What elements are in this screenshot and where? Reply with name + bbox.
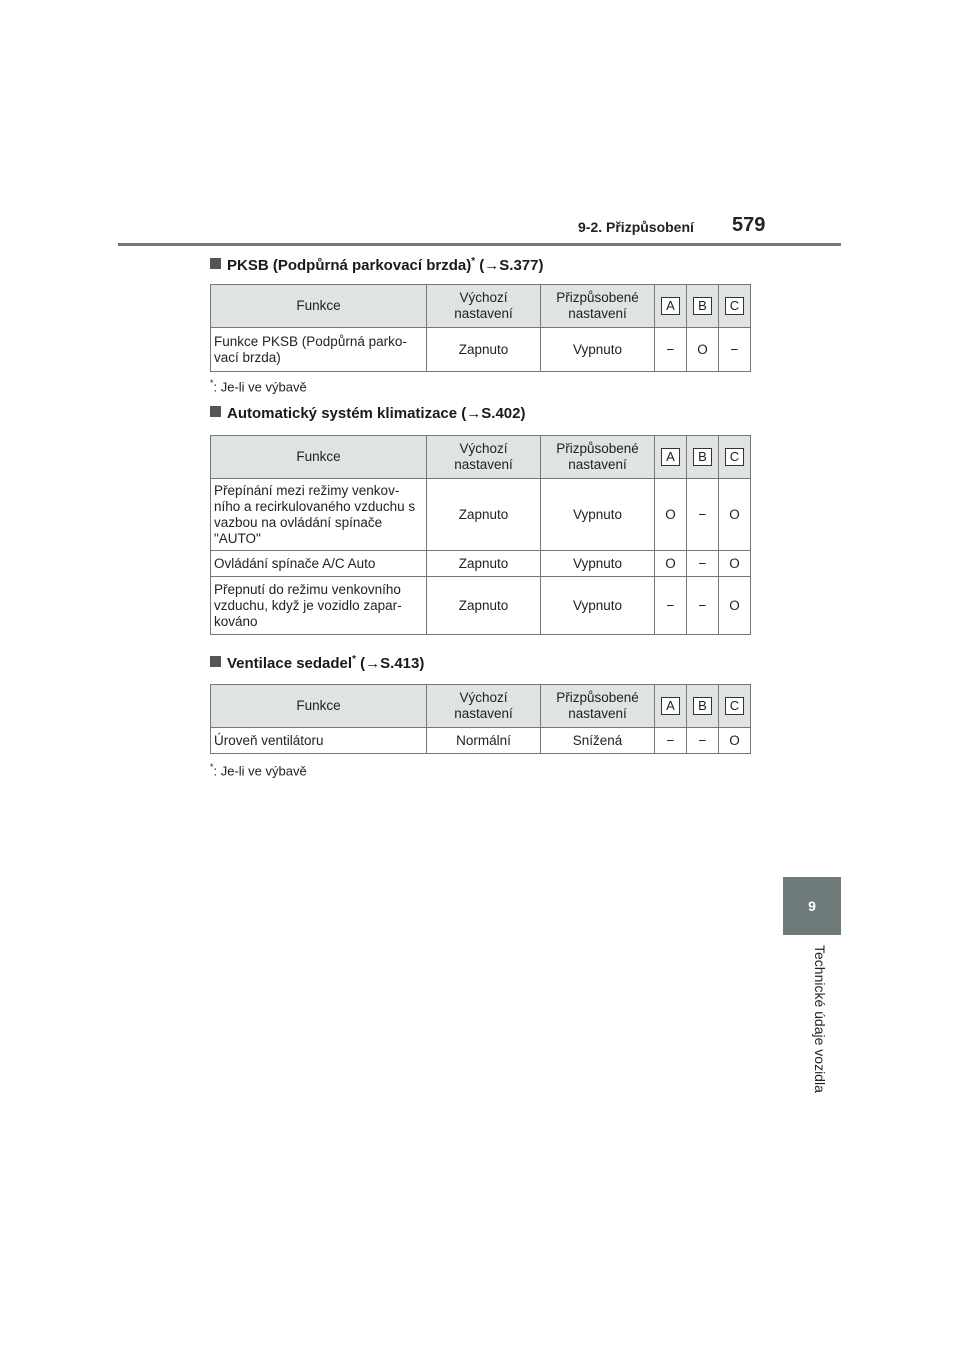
square-bullet-icon [210,406,221,417]
page-reference[interactable]: (→S.402) [461,405,526,422]
table-row: Funkce PKSB (Podpůrná parko- vací brzda) Zapnuto Vypnuto − O − [211,328,751,372]
page-reference[interactable]: (→S.377) [479,257,544,274]
col-default: Výchozí nastavení [427,436,541,479]
table-header-row [211,685,751,728]
col-a: A [655,285,687,328]
col-custom: Přizpůsobené nastavení [541,285,655,328]
table-header-row [211,436,751,479]
square-bullet-icon [210,656,221,667]
settings-table-climate [210,435,751,635]
section-heading-seat-ventilation: Ventilace sedadel* (→S.413) [210,654,424,672]
col-default: Výchozí nastavení [427,685,541,728]
table-row: Přepínání mezi režimy venkov- ního a recirkulovaného vzduchu s vazbou na ovládání spínače "AUTO" Zapnuto Vypnuto O − O [211,479,751,551]
page-reference[interactable]: (→S.413) [360,655,425,672]
col-a: A [655,436,687,479]
col-a: A [655,685,687,728]
settings-table-pksb [210,284,751,372]
col-c: C [719,436,751,479]
table-row: Ovládání spínače A/C Auto Zapnuto Vypnuto O − O [211,551,751,577]
col-b: B [687,285,719,328]
chapter-number: 9 [808,898,816,914]
table-row: Přepnutí do režimu venkovního vzduchu, když je vozidlo zapar- kováno Zapnuto Vypnuto − − O [211,577,751,635]
col-b: B [687,685,719,728]
col-function: Funkce [211,685,427,728]
col-c: C [719,285,751,328]
col-function: Funkce [211,285,427,328]
section-heading-climate: Automatický systém klimatizace (→S.402) [210,405,525,422]
col-default: Výchozí nastavení [427,285,541,328]
chapter-title: Technické údaje vozidla [812,945,828,1093]
col-b: B [687,436,719,479]
table-row: Úroveň ventilátoru Normální Snížená − − O [211,728,751,754]
footnote: *: Je-li ve výbavě [210,762,307,779]
settings-table-seat-ventilation [210,684,751,754]
square-bullet-icon [210,258,221,269]
chapter-tab [783,877,841,935]
col-function: Funkce [211,436,427,479]
table-header-row [211,285,751,328]
col-custom: Přizpůsobené nastavení [541,436,655,479]
header-divider [118,243,841,246]
col-custom: Přizpůsobené nastavení [541,685,655,728]
section-title: 9-2. Přizpůsobení [578,219,694,235]
col-c: C [719,685,751,728]
section-heading-pksb: PKSB (Podpůrná parkovací brzda)* (→S.377) [210,256,544,274]
footnote: *: Je-li ve výbavě [210,378,307,395]
page-number: 579 [732,214,766,236]
